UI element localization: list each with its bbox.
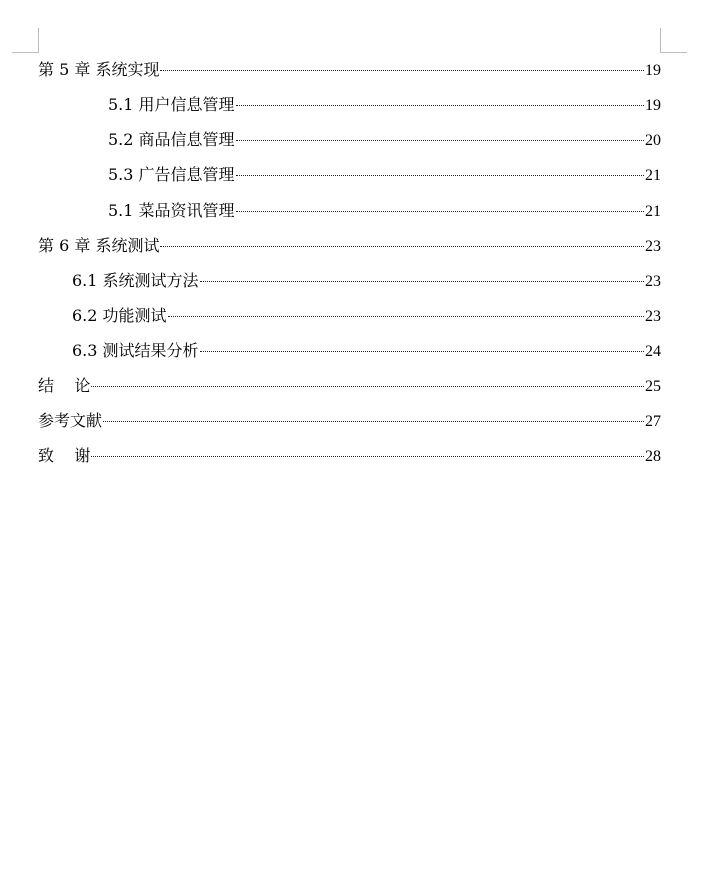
toc-entry-chapter-5[interactable]: [38, 58, 661, 82]
toc-entry-acknowledgements[interactable]: [38, 444, 661, 468]
toc-dot-leader: [200, 350, 644, 352]
toc-dot-leader: [236, 104, 644, 106]
toc-entry-5-1-dish-news[interactable]: [108, 199, 661, 223]
toc-dot-leader: [160, 245, 644, 247]
toc-entry-conclusion[interactable]: [38, 374, 661, 398]
toc-dot-leader: [160, 69, 644, 71]
crop-mark-top-right: [660, 28, 687, 53]
toc-entry-title: 5.2 商品信息管理: [108, 130, 235, 149]
toc-page-number: 24: [645, 343, 661, 360]
toc-entry-references[interactable]: [38, 409, 661, 433]
toc-entry-title: 参考文献: [38, 411, 103, 430]
toc-entry-6-3-result-analysis[interactable]: [72, 339, 661, 363]
toc-entry-chapter-6[interactable]: [38, 234, 661, 258]
toc-entry-title: 6.3 测试结果分析: [72, 341, 199, 360]
toc-page-number: 23: [645, 273, 661, 290]
toc-page-number: 25: [645, 378, 661, 395]
toc-page-number: 19: [645, 62, 661, 79]
toc-dot-leader: [236, 210, 644, 212]
toc-entry-title: 第 6 章 系统测试: [38, 236, 160, 255]
toc-entry-title: 5.3 广告信息管理: [108, 165, 235, 184]
toc-entry-title: 结 论: [38, 376, 91, 395]
toc-dot-leader: [103, 420, 644, 422]
toc-entry-title: 5.1 菜品资讯管理: [108, 201, 235, 220]
crop-mark-top-left: [12, 28, 39, 53]
toc-entry-5-3-ad-info[interactable]: [108, 163, 661, 187]
toc-page-number: 21: [645, 167, 661, 184]
toc-entry-title: 6.2 功能测试: [72, 306, 167, 325]
toc-page-number: 28: [645, 448, 661, 465]
toc-entry-title: 第 5 章 系统实现: [38, 60, 160, 79]
toc-dot-leader: [91, 455, 644, 457]
toc-dot-leader: [236, 139, 644, 141]
toc-entry-6-1-test-methods[interactable]: [72, 269, 661, 293]
toc-page-number: 23: [645, 308, 661, 325]
toc-dot-leader: [200, 280, 644, 282]
toc-dot-leader: [91, 385, 644, 387]
toc-entry-title: 6.1 系统测试方法: [72, 271, 199, 290]
toc-entry-title: 致 谢: [38, 446, 91, 465]
toc-page-number: 27: [645, 413, 661, 430]
toc-entry-5-2-product-info[interactable]: [108, 128, 661, 152]
toc-entry-6-2-function-test[interactable]: [72, 304, 661, 328]
toc-entry-5-1-user-info[interactable]: [108, 93, 661, 117]
toc-page-number: 19: [645, 97, 661, 114]
toc-dot-leader: [168, 315, 644, 317]
toc-page-number: 21: [645, 203, 661, 220]
toc-dot-leader: [236, 174, 644, 176]
toc-page-number: 20: [645, 132, 661, 149]
toc-page-number: 23: [645, 238, 661, 255]
toc-entry-title: 5.1 用户信息管理: [108, 95, 235, 114]
